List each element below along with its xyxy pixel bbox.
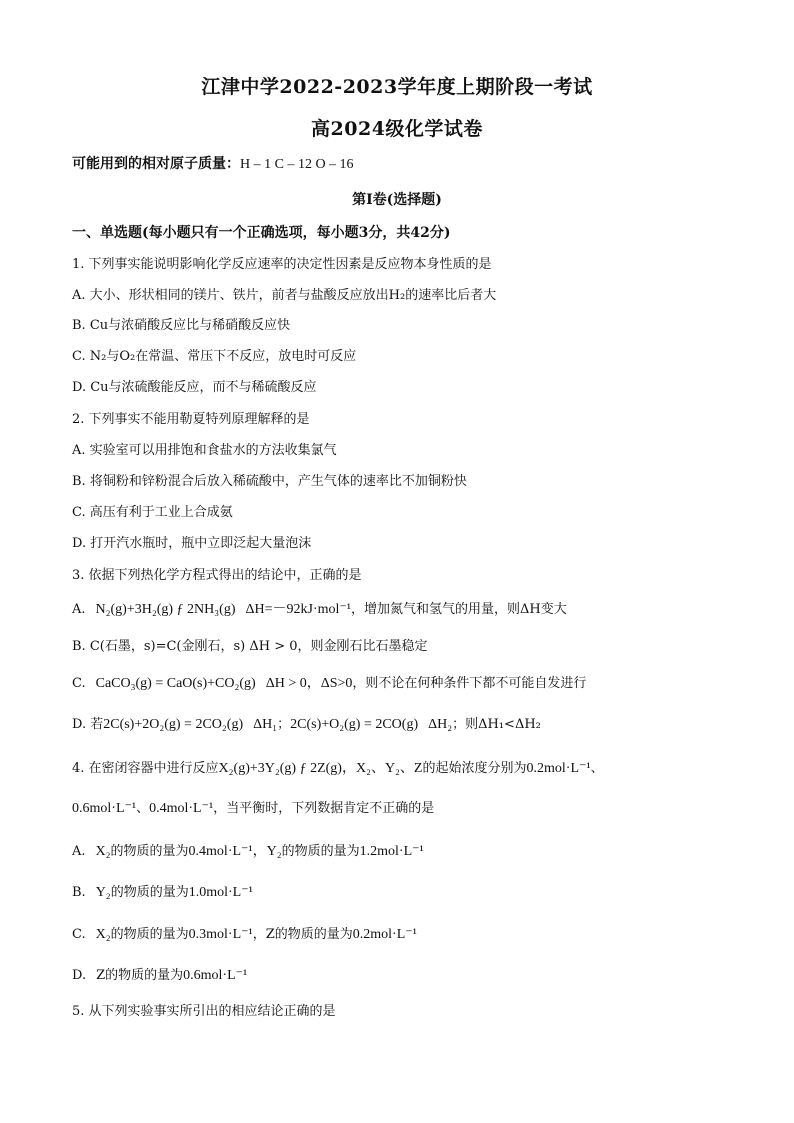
- q4-stem-line2: [72, 800, 742, 818]
- atomic-mass-values: H – 1 C – 12 O – 16: [240, 157, 354, 172]
- q3-d-text: ；则ΔH₁<ΔH₂: [452, 717, 541, 732]
- q4-a-x2: X₂: [95, 844, 111, 859]
- q4-b-value: 1.0mol·L⁻¹: [188, 885, 253, 900]
- q3-c-label: C.: [72, 676, 86, 691]
- q4-a-y2: ，Y₂: [252, 844, 282, 859]
- q4-c-text-1: 的物质的量为: [110, 927, 189, 942]
- q1-option-a: A. 大小、形状相同的镁片、铁片，前者与盐酸反应放出H₂的速率比后者大: [72, 288, 497, 303]
- q2-option-b: B. 将铜粉和锌粉混合后放入稀硫酸中，产生气体的速率比不加铜粉快: [72, 474, 467, 489]
- q4-stem-sep: 、: [136, 801, 150, 816]
- q4-conc-1: 0.2mol·L⁻¹: [526, 761, 591, 776]
- q4-option-a: [72, 843, 742, 861]
- q4-stem-line1: [72, 760, 742, 778]
- q3-option-a: [72, 601, 742, 619]
- q4-stem-text: 的起始浓度分别为: [422, 761, 527, 776]
- q4-option-c: [72, 926, 742, 944]
- q4-conc-3: 0.4mol·L⁻¹: [149, 801, 214, 816]
- q3-d-label: D. 若: [72, 717, 104, 732]
- q3-d-enthalpy-1: ΔH₁: [253, 717, 278, 732]
- atomic-mass-label: 可能用到的相对原子质量：: [72, 156, 240, 172]
- q4-a-value-2: 1.2mol·L⁻¹: [359, 844, 424, 859]
- q4-b-text: 的物质的量为: [110, 885, 189, 900]
- q3-stem: 3. 依据下列热化学方程式得出的结论中，正确的是: [72, 568, 362, 583]
- q4-a-text-1: 的物质的量为: [110, 844, 189, 859]
- q3-a-equation: N₂(g)+3H₂(g) ƒ 2NH₃(g): [95, 602, 236, 617]
- q2-option-a: A. 实验室可以用排饱和食盐水的方法收集氯气: [72, 443, 337, 458]
- q4-equation: X₂(g)+3Y₂(g) ƒ 2Z(g): [218, 761, 342, 776]
- q4-b-label: B.: [72, 885, 86, 900]
- q3-a-enthalpy: ΔH=－92kJ·mol⁻¹: [245, 602, 351, 617]
- q4-c-value-1: 0.3mol·L⁻¹: [188, 927, 253, 942]
- q3-d-enthalpy-2: ΔH₂: [428, 717, 453, 732]
- q4-c-label: C.: [72, 927, 86, 942]
- q3-c-enthalpy: ΔH > 0，ΔS>0: [265, 676, 353, 691]
- q4-option-b: [72, 884, 742, 902]
- q3-option-d: [72, 716, 742, 734]
- q4-stem-prefix: 4. 在密闭容器中进行反应: [72, 761, 219, 776]
- q3-c-equation: CaCO₃(g) = CaO(s)+CO₂(g): [95, 676, 256, 691]
- part-heading: 第I卷(选择题): [352, 192, 442, 208]
- q2-option-d: D. 打开汽水瓶时，瓶中立即泛起大量泡沫: [72, 536, 312, 551]
- q4-a-text-2: 的物质的量为: [281, 844, 360, 859]
- q4-c-text-2: ，Z的物质的量为: [252, 927, 353, 942]
- q1-option-d: D. Cu与浓硫酸能反应，而不与稀硫酸反应: [72, 380, 317, 395]
- q4-stem-question: ，当平衡时，下列数据肯定不正确的是: [213, 801, 435, 816]
- q4-d-label: D.: [72, 968, 87, 983]
- q3-a-label: A.: [72, 602, 86, 617]
- q4-species: ，X₂、Y₂、Z: [341, 761, 423, 776]
- q5-stem: 5. 从下列实验事实所引出的相应结论正确的是: [72, 1004, 336, 1019]
- q4-conc-2: 0.6mol·L⁻¹: [72, 801, 137, 816]
- q3-c-text: ，则不论在何种条件下都不可能自发进行: [352, 676, 587, 691]
- q3-a-text: ，增加氮气和氢气的用量，则ΔH变大: [350, 602, 567, 617]
- q1-option-b: B. Cu与浓硝酸反应比与稀硝酸反应快: [72, 318, 291, 333]
- q4-a-value-1: 0.4mol·L⁻¹: [188, 844, 253, 859]
- q4-c-x2: X₂: [95, 927, 111, 942]
- exam-subtitle: 高2024级化学试卷: [311, 118, 483, 140]
- q3-d-equation-1: 2C(s)+2O₂(g) = 2CO₂(g): [103, 717, 244, 732]
- q3-d-separator: ；: [277, 717, 291, 732]
- q4-stem-end: 、: [590, 761, 604, 776]
- q3-option-c: [72, 675, 742, 693]
- q4-a-label: A.: [72, 844, 86, 859]
- q1-stem: 1. 下列事实能说明影响化学反应速率的决定性因素是反应物本身性质的是: [72, 257, 492, 272]
- q4-b-y2: Y₂: [95, 885, 111, 900]
- q2-stem: 2. 下列事实不能用勒夏特列原理解释的是: [72, 412, 310, 427]
- q1-option-c: C. N₂与O₂在常温、常压下不反应，放电时可反应: [72, 349, 357, 364]
- q4-c-value-2: 0.2mol·L⁻¹: [352, 927, 417, 942]
- section-heading: 一、单选题(每小题只有一个正确选项，每小题3分，共42分): [72, 225, 451, 241]
- exam-title: 江津中学2022-2023学年度上期阶段一考试: [201, 76, 593, 98]
- q4-option-d: [72, 967, 742, 985]
- q4-d-text: Z的物质的量为: [96, 968, 184, 983]
- q2-option-c: C. 高压有利于工业上合成氨: [72, 505, 233, 520]
- atomic-mass-line: [72, 155, 742, 174]
- q4-d-value: 0.6mol·L⁻¹: [183, 968, 248, 983]
- q3-d-equation-2: 2C(s)+O₂(g) = 2CO(g): [290, 717, 419, 732]
- q3-option-b: B. C(石墨，s)=C(金刚石，s) ΔH > 0，则金刚石比石墨稳定: [72, 639, 428, 654]
